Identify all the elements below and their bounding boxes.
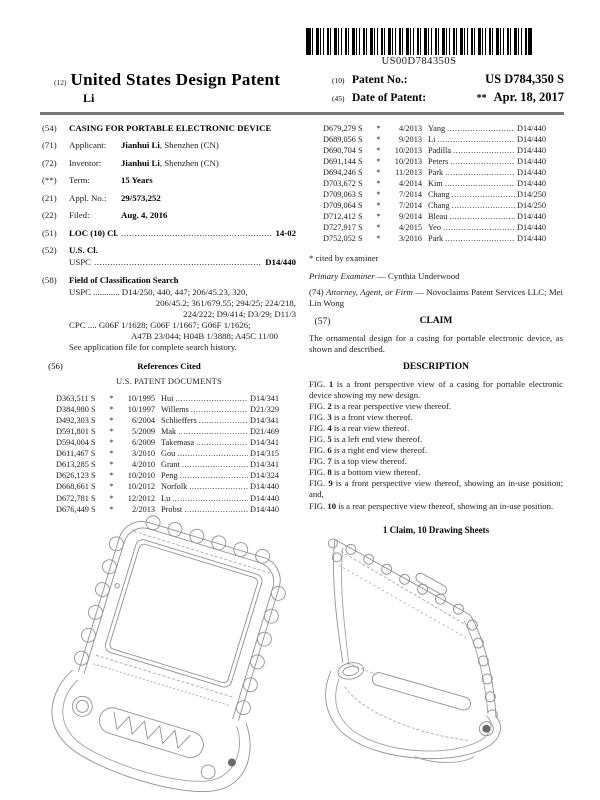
dot-leader bbox=[452, 200, 515, 211]
field-label: Appl. No.: bbox=[69, 192, 107, 203]
applicant-name: Jianhui Li bbox=[121, 140, 160, 151]
dot-leader bbox=[445, 178, 515, 189]
fig-text: is a left end view thereof. bbox=[333, 434, 423, 445]
dot-leader bbox=[199, 415, 248, 426]
figure-description-line bbox=[309, 401, 563, 412]
dot-leader bbox=[452, 189, 515, 200]
examiner-cited-mark: * bbox=[109, 493, 114, 503]
examiner-cited-mark: * bbox=[376, 179, 381, 189]
figure-description-line bbox=[309, 445, 563, 456]
dot-leader bbox=[175, 393, 248, 404]
fig-label: FIG. bbox=[309, 456, 326, 467]
inventor-surname: Li bbox=[83, 91, 95, 105]
field-code: (57) bbox=[314, 317, 331, 328]
cited-class: D14/440 bbox=[250, 482, 280, 492]
claims-sheets-summary: 1 Claim, 10 Drawing Sheets bbox=[382, 524, 490, 535]
fig-text: is a rear perspective view thereof, showing an in-use position. bbox=[338, 500, 554, 511]
dot-leader bbox=[189, 481, 248, 492]
examiner-cited-mark: * bbox=[376, 135, 381, 145]
cited-patent-date: 10/2010 bbox=[127, 471, 155, 481]
examiner-cited-mark: * bbox=[109, 504, 114, 514]
reference-row bbox=[56, 448, 290, 459]
cited-patent-date: 4/2014 bbox=[398, 179, 422, 189]
dot-leader bbox=[437, 134, 515, 145]
patent-no-label: Patent No.: bbox=[352, 74, 408, 86]
barcode-icon bbox=[306, 28, 532, 55]
primary-examiner-line bbox=[309, 271, 563, 282]
dot-leader bbox=[445, 233, 515, 244]
cited-class: D14/440 bbox=[517, 234, 547, 244]
applicant-value bbox=[121, 140, 296, 151]
cited-class: D14/440 bbox=[517, 179, 547, 189]
dot-leader bbox=[172, 493, 248, 504]
reference-row bbox=[323, 178, 557, 189]
attorney-label: Attorney, Agent, or Firm bbox=[325, 287, 413, 298]
cited-inventor-name: Probst bbox=[161, 504, 183, 514]
cited-patent-number: D703,672 S bbox=[323, 179, 363, 189]
examiner-cited-mark: * bbox=[376, 223, 381, 233]
cited-patent-number: D613,285 S bbox=[56, 460, 96, 470]
cited-patent-number: D712,412 S bbox=[323, 212, 363, 222]
cited-patent-date: 10/2012 bbox=[127, 482, 155, 492]
examiner-cited-mark: * bbox=[109, 438, 114, 448]
cited-patent-date: 6/2009 bbox=[131, 438, 155, 448]
cited-patent-date: 11/2013 bbox=[395, 168, 422, 178]
field-71-applicant bbox=[42, 140, 296, 151]
cited-inventor-name: Norfolk bbox=[161, 482, 188, 492]
figure-description-line bbox=[309, 434, 563, 445]
field-54-title bbox=[42, 123, 296, 134]
loc-class-label: LOC (10) Cl. bbox=[69, 227, 119, 238]
cited-patent-date: 12/2012 bbox=[127, 493, 155, 503]
patent-no-value: US D784,350 S bbox=[485, 72, 564, 86]
header-left bbox=[40, 70, 280, 108]
date-of-patent-label: Date of Patent: bbox=[352, 92, 427, 104]
fig-number: 6 bbox=[327, 445, 332, 456]
field-code: (74) bbox=[309, 287, 324, 298]
cited-patent-number: D691,144 S bbox=[323, 157, 363, 167]
fig-label: FIG. bbox=[309, 445, 326, 456]
field-label: Applicant: bbox=[69, 140, 107, 151]
reference-row bbox=[323, 189, 557, 200]
cited-inventor-name: Park bbox=[428, 234, 444, 244]
reference-row bbox=[323, 134, 557, 145]
cited-class: D21/329 bbox=[250, 405, 280, 415]
cited-inventor-name: Mak bbox=[161, 427, 177, 437]
cited-patent-date: 7/2014 bbox=[398, 190, 422, 200]
barcode-block bbox=[300, 28, 538, 67]
cited-inventor-name: Bleau bbox=[428, 212, 448, 222]
cited-class: D14/440 bbox=[517, 223, 547, 233]
cited-inventor-name: Padilla bbox=[428, 146, 452, 156]
fig-text: is a bottom view thereof. bbox=[333, 467, 421, 478]
dot-leader bbox=[443, 222, 515, 233]
fig-label: FIG. bbox=[309, 401, 326, 412]
references-cited-heading: (56) References Cited bbox=[42, 361, 296, 372]
reference-row bbox=[56, 481, 290, 492]
us-cl-label: U.S. Cl. bbox=[69, 245, 98, 256]
reference-row bbox=[56, 437, 290, 448]
examiner-cited-mark: * bbox=[376, 146, 381, 156]
fig-text: is a rear perspective view thereof. bbox=[333, 401, 452, 412]
figure-description-line bbox=[309, 412, 563, 423]
cited-patent-number: D727,917 S bbox=[323, 223, 363, 233]
reference-row bbox=[56, 426, 290, 437]
header-right bbox=[332, 70, 564, 108]
cited-class: D14/440 bbox=[517, 135, 547, 145]
reference-row bbox=[323, 156, 557, 167]
cited-class: D14/440 bbox=[250, 504, 280, 514]
fig-label: FIG. bbox=[309, 412, 326, 423]
cited-inventor-name: Takemasa bbox=[161, 438, 195, 448]
cited-patent-number: D384,980 S bbox=[56, 405, 96, 415]
field-code: (71) bbox=[42, 140, 57, 151]
cited-patent-date: 9/2013 bbox=[398, 135, 422, 145]
fig-text: is a front perspective view of a casing for portable electronic device showing my new design. bbox=[309, 379, 564, 401]
field-code: (21) bbox=[42, 192, 57, 203]
cited-patent-date: 10/2013 bbox=[394, 157, 422, 167]
cited-patent-number: D689,056 S bbox=[323, 135, 363, 145]
drawing-sheet bbox=[38, 500, 568, 795]
cited-patent-number: D594,004 S bbox=[56, 438, 96, 448]
cited-inventor-name: Kim bbox=[428, 179, 443, 189]
cited-class: D14/341 bbox=[250, 460, 280, 470]
dot-leader bbox=[182, 459, 248, 470]
fig-label: FIG. bbox=[309, 423, 326, 434]
cited-inventor-name: Peng bbox=[161, 471, 178, 481]
dot-leader bbox=[191, 404, 248, 415]
cited-patent-date: 3/2016 bbox=[398, 234, 422, 244]
cited-patent-date: 5/2009 bbox=[131, 427, 155, 437]
application-number: 29/573,252 bbox=[121, 192, 161, 203]
reference-row bbox=[323, 145, 557, 156]
cited-patent-number: D672,781 S bbox=[56, 493, 96, 503]
cited-patent-date: 4/2015 bbox=[398, 223, 422, 233]
examiner-cited-mark: * bbox=[376, 234, 381, 244]
field-code: (56) bbox=[48, 360, 63, 371]
fig-number: 10 bbox=[327, 500, 337, 511]
fig-number: 5 bbox=[327, 434, 332, 445]
fig-number: 8 bbox=[327, 467, 332, 478]
attorney-line bbox=[309, 287, 563, 309]
uspc-search-line: USPC ............ D14/250, 440, 447; 206/45.23, 320, bbox=[69, 286, 248, 297]
field-code-12: (12) bbox=[54, 78, 67, 87]
cited-patent-number: D694,246 S bbox=[323, 168, 363, 178]
cited-patent-date: 4/2010 bbox=[131, 460, 155, 470]
field-code: (51) bbox=[42, 227, 57, 238]
left-column bbox=[42, 123, 296, 536]
cited-inventor-name: Grant bbox=[161, 460, 180, 470]
field-label: Term: bbox=[69, 175, 90, 186]
examiner-cited-mark: * bbox=[109, 471, 114, 481]
reference-row bbox=[56, 393, 290, 404]
applicant-location: , Shenzhen (CN) bbox=[159, 140, 219, 151]
cited-patent-number: D709,064 S bbox=[323, 201, 363, 211]
reference-row bbox=[323, 123, 557, 134]
cited-inventor-name: Peters bbox=[428, 157, 449, 167]
page-title: United States Design Patent bbox=[70, 70, 281, 89]
inventor-name: Jianhui Li bbox=[121, 157, 160, 168]
dot-leader bbox=[94, 257, 262, 268]
fig-number: 3 bbox=[327, 412, 332, 423]
dot-leader bbox=[450, 156, 515, 167]
field-code: (72) bbox=[42, 157, 57, 168]
cited-inventor-name: Chang bbox=[428, 190, 450, 200]
fig-number: 4 bbox=[327, 423, 332, 434]
reference-row bbox=[323, 167, 557, 178]
cited-patent-number: D709,063 S bbox=[323, 190, 363, 200]
examiner-cited-mark: * bbox=[376, 168, 381, 178]
field-code: (**) bbox=[42, 175, 57, 186]
examiner-cited-mark: * bbox=[109, 449, 114, 459]
invention-title: CASING FOR PORTABLE ELECTRONIC DEVICE bbox=[69, 123, 272, 133]
date-text: Apr. 18, 2017 bbox=[493, 90, 564, 104]
references-table-right bbox=[309, 123, 563, 244]
dot-leader bbox=[445, 167, 515, 178]
cited-by-examiner-note: * cited by examiner bbox=[309, 253, 379, 264]
cited-patent-number: D591,801 S bbox=[56, 427, 96, 437]
cited-class: D14/250 bbox=[517, 201, 547, 211]
fig-label: FIG. bbox=[309, 467, 326, 478]
field-term bbox=[42, 175, 296, 186]
reference-row bbox=[323, 211, 557, 222]
field-search-label: Field of Classification Search bbox=[69, 274, 179, 285]
cited-patent-date: 10/1997 bbox=[127, 405, 155, 415]
figure-description-line bbox=[309, 423, 563, 434]
dot-leader bbox=[180, 470, 248, 481]
cited-inventor-name: Li bbox=[428, 135, 436, 145]
fig-text: is a front perspective view thereof, showing an in-use position; and, bbox=[309, 478, 564, 500]
examiner-cited-mark: * bbox=[109, 427, 114, 437]
reference-row bbox=[56, 493, 290, 504]
description-heading: DESCRIPTION bbox=[403, 362, 469, 373]
term-value: 15 Years bbox=[121, 175, 153, 186]
cited-patent-date: 10/2013 bbox=[394, 146, 422, 156]
fig-text: is a front view thereof. bbox=[333, 412, 413, 423]
fig-label: FIG. bbox=[309, 478, 326, 489]
inventor-value bbox=[121, 158, 296, 169]
field-code-45: (45) bbox=[332, 94, 345, 103]
figure-descriptions bbox=[309, 379, 563, 512]
claim-heading: (57) CLAIM bbox=[309, 316, 563, 328]
dot-leader bbox=[178, 426, 248, 437]
two-column-body bbox=[42, 123, 564, 536]
cited-patent-number: D626,123 S bbox=[56, 471, 96, 481]
field-code: (22) bbox=[42, 210, 57, 221]
cited-inventor-name: Willems bbox=[161, 405, 189, 415]
references-table-left bbox=[42, 393, 296, 514]
field-52-us-cl bbox=[42, 245, 296, 268]
reference-row bbox=[323, 222, 557, 233]
right-column bbox=[309, 123, 563, 536]
dot-leader bbox=[177, 448, 248, 459]
cited-class: D21/469 bbox=[250, 427, 280, 437]
examiner-cited-mark: * bbox=[376, 190, 381, 200]
fig-text: is a right end view thereof. bbox=[333, 445, 427, 456]
cited-class: D14/250 bbox=[517, 190, 547, 200]
dot-leader bbox=[447, 123, 515, 134]
figure-description-line bbox=[309, 478, 563, 500]
uspc-search-line: 224/222; D9/414; D3/29; D11/3 bbox=[183, 308, 296, 319]
cited-inventor-name: Schlieffers bbox=[161, 416, 197, 426]
field-code-10: (10) bbox=[332, 76, 345, 85]
examiner-label: Primary Examiner bbox=[309, 271, 375, 282]
cited-patent-number: D679,279 S bbox=[323, 124, 363, 133]
examiner-cited-mark: * bbox=[109, 482, 114, 492]
header-divider-rule bbox=[40, 112, 564, 115]
figure-description-line bbox=[309, 467, 563, 478]
cited-patent-date: 9/2014 bbox=[398, 212, 422, 222]
uspc-label: USPC bbox=[69, 257, 92, 268]
dot-leader bbox=[196, 437, 248, 448]
uspc-value: D14/440 bbox=[265, 257, 296, 268]
field-code: (54) bbox=[42, 123, 57, 133]
reference-row bbox=[323, 233, 557, 244]
cited-class: D14/440 bbox=[517, 124, 547, 133]
fig-number: 9 bbox=[328, 478, 333, 489]
cited-patent-number: D676,449 S bbox=[56, 504, 96, 514]
double-asterisk-mark: ** bbox=[476, 93, 487, 104]
cited-class: D14/440 bbox=[517, 157, 547, 167]
cited-inventor-name: Yang bbox=[428, 124, 446, 133]
examiner-cited-mark: * bbox=[109, 405, 114, 415]
reference-row bbox=[56, 404, 290, 415]
reference-row bbox=[323, 200, 557, 211]
cited-patent-date: 4/2013 bbox=[398, 124, 422, 133]
cited-class: D14/341 bbox=[250, 438, 280, 448]
figure-description-line bbox=[309, 456, 563, 467]
field-code: (58) bbox=[42, 274, 57, 285]
dot-leader bbox=[121, 228, 272, 239]
cited-class: D14/341 bbox=[250, 416, 280, 426]
cited-inventor-name: Chang bbox=[428, 201, 450, 211]
cited-inventor-name: Gou bbox=[161, 449, 176, 459]
uspc-search-line: 206/45.2; 361/679.55; 294/25; 224/218, bbox=[155, 297, 296, 308]
field-58-search bbox=[42, 275, 296, 353]
filing-date: Aug. 4, 2016 bbox=[121, 210, 168, 221]
figure-description-line bbox=[309, 379, 563, 401]
field-51-loc bbox=[42, 228, 296, 239]
fig-label: FIG. bbox=[309, 500, 326, 511]
patent-date-row bbox=[332, 90, 564, 105]
reference-row bbox=[56, 470, 290, 481]
fig-number: 1 bbox=[328, 379, 334, 389]
fig-label: FIG. bbox=[309, 434, 326, 445]
field-21-appl-no bbox=[42, 193, 296, 204]
fig-number: 7 bbox=[327, 456, 332, 467]
cited-class: D14/324 bbox=[250, 471, 280, 481]
cited-class: D14/341 bbox=[250, 394, 280, 404]
us-patent-documents-subheading: U.S. PATENT DOCUMENTS bbox=[116, 376, 222, 386]
cited-patent-number: D752,052 S bbox=[323, 234, 363, 244]
cited-inventor-name: Yeo bbox=[428, 223, 441, 233]
examiner-cited-mark: * bbox=[376, 212, 381, 222]
fig-text: is a rear view thereof. bbox=[333, 423, 410, 434]
examiner-cited-mark: * bbox=[376, 157, 381, 167]
examiner-cited-mark: * bbox=[376, 124, 381, 133]
dot-leader bbox=[449, 211, 515, 222]
cited-class: D14/440 bbox=[517, 168, 547, 178]
examiner-cited-mark: * bbox=[109, 460, 114, 470]
dot-leader bbox=[453, 145, 515, 156]
cited-patent-date: 7/2014 bbox=[398, 201, 422, 211]
examiner-cited-mark: * bbox=[109, 394, 114, 404]
figure-rear-perspective-drawing bbox=[305, 500, 568, 795]
examiner-name: — Cynthia Underwood bbox=[374, 271, 460, 282]
loc-class-value: 14-02 bbox=[275, 227, 296, 238]
cited-patent-date: 10/1995 bbox=[127, 394, 155, 404]
cpc-search-line: CPC .... G06F 1/1628; G06F 1/1667; G06F 1/1626; bbox=[69, 319, 251, 330]
cited-patent-date: 6/2004 bbox=[131, 416, 155, 426]
document-header bbox=[40, 70, 564, 108]
examiner-cited-mark: * bbox=[376, 201, 381, 211]
claim-text: The ornamental design for a casing for portable electronic device, as shown and described. bbox=[309, 333, 563, 355]
examiner-cited-mark: * bbox=[109, 416, 114, 426]
cited-patent-date: 3/2010 bbox=[131, 449, 155, 459]
fig-text: is a top view thereof. bbox=[333, 456, 407, 467]
cited-class: D14/440 bbox=[517, 146, 547, 156]
cited-class: D14/440 bbox=[517, 212, 547, 222]
reference-row bbox=[56, 459, 290, 470]
cited-patent-date: 2/2013 bbox=[131, 504, 155, 514]
cited-inventor-name: Hui bbox=[161, 394, 174, 404]
fig-label: FIG. bbox=[309, 379, 326, 389]
field-code: (52) bbox=[42, 245, 57, 256]
cited-patent-number: D668,661 S bbox=[56, 482, 96, 492]
cited-inventor-name: Lu bbox=[161, 493, 171, 503]
cited-patent-number: D690,704 S bbox=[323, 146, 363, 156]
patent-number-row bbox=[332, 72, 564, 87]
cited-class: D14/315 bbox=[250, 449, 280, 459]
field-22-filed bbox=[42, 210, 296, 221]
cited-patent-number: D363,511 S bbox=[56, 394, 96, 404]
figure-front-perspective-drawing bbox=[38, 503, 301, 795]
cited-patent-number: D611,467 S bbox=[56, 449, 96, 459]
fig-number: 2 bbox=[327, 401, 332, 412]
cpc-search-line: A47B 23/044; H04B 1/3888; A45C 11/00 bbox=[130, 330, 278, 341]
cited-inventor-name: Park bbox=[428, 168, 444, 178]
reference-row bbox=[56, 415, 290, 426]
field-72-inventor bbox=[42, 158, 296, 169]
search-history-note: See application file for complete search history. bbox=[69, 341, 237, 352]
date-of-patent-value bbox=[477, 90, 564, 105]
barcode-label: US00D784350S bbox=[381, 56, 457, 67]
field-label: Inventor: bbox=[69, 157, 102, 168]
cited-class: D14/440 bbox=[250, 493, 280, 503]
inventor-location: , Shenzhen (CN) bbox=[159, 157, 219, 168]
field-label: Filed: bbox=[69, 210, 90, 221]
cited-patent-number: D492,303 S bbox=[56, 416, 96, 426]
attorney-firm: — Novoclaims Patent Services LLC; Mei Lin Wong bbox=[309, 287, 563, 309]
